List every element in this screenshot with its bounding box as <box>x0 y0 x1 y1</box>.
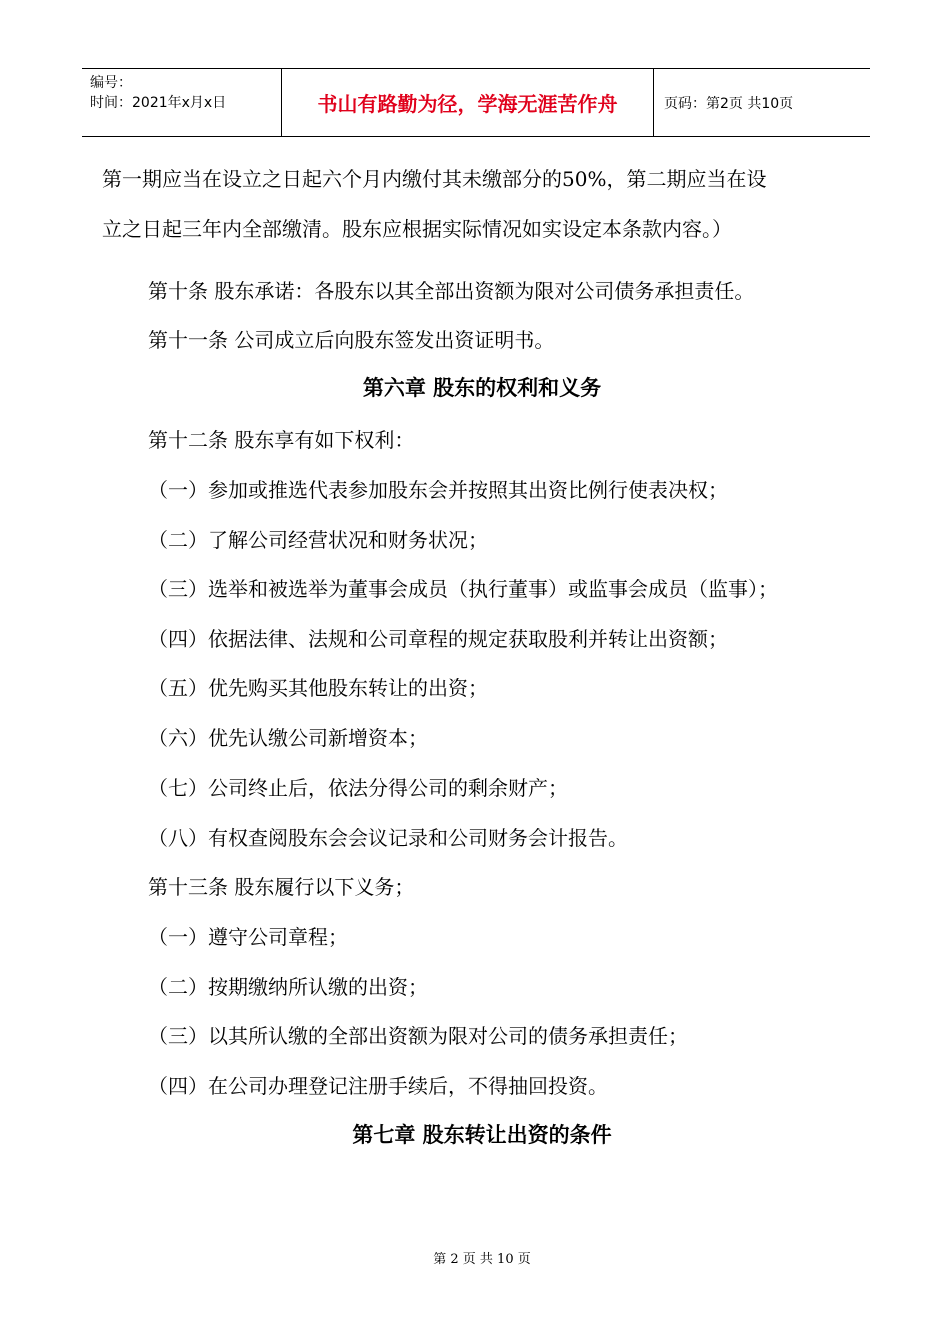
article-11: 第十一条 公司成立后向股东签发出资证明书。 <box>148 328 555 352</box>
right-item: （四）依据法律、法规和公司章程的规定获取股利并转让出资额； <box>148 627 728 651</box>
article-13: 第十三条 股东履行以下义务； <box>148 875 415 899</box>
header-page-info: 页码：第2页 共10页 <box>664 95 794 112</box>
right-item: （一）参加或推选代表参加股东会并按照其出资比例行使表决权； <box>148 478 728 502</box>
right-item: （三）选举和被选举为董事会成员（执行董事）或监事会成员（监事）； <box>148 577 778 601</box>
right-item: （七）公司终止后，依法分得公司的剩余财产； <box>148 776 568 800</box>
document-number-label: 编号： <box>90 75 132 91</box>
page-footer: 第 2 页 共 10 页 <box>433 1252 531 1267</box>
duty-item: （三）以其所认缴的全部出资额为限对公司的债务承担责任； <box>148 1024 688 1048</box>
chapter-6-heading: 第六章 股东的权利和义务 <box>362 376 602 400</box>
right-item: （八）有权查阅股东会会议记录和公司财务会计报告。 <box>148 826 628 850</box>
page-header <box>82 68 870 137</box>
duty-item: （一）遵守公司章程； <box>148 925 348 949</box>
header-meta <box>82 69 282 136</box>
body-line: 立之日起三年内全部缴清。股东应根据实际情况如实设定本条款内容。） <box>102 217 732 241</box>
article-12: 第十二条 股东享有如下权利： <box>148 428 415 452</box>
document-time-label: 时间：2021年x月x日 <box>90 95 227 111</box>
duty-item: （二）按期缴纳所认缴的出资； <box>148 975 428 999</box>
right-item: （六）优先认缴公司新增资本； <box>148 726 428 750</box>
body-line: 第一期应当在设立之日起六个月内缴付其未缴部分的50%，第二期应当在设 <box>102 167 767 191</box>
right-item: （二）了解公司经营状况和财务状况； <box>148 528 488 552</box>
chapter-7-heading: 第七章 股东转让出资的条件 <box>352 1123 612 1147</box>
duty-item: （四）在公司办理登记注册手续后，不得抽回投资。 <box>148 1074 608 1098</box>
header-motto: 书山有路勤为径，学海无涯苦作舟 <box>282 69 654 136</box>
article-10: 第十条 股东承诺：各股东以其全部出资额为限对公司债务承担责任。 <box>148 279 755 303</box>
right-item: （五）优先购买其他股东转让的出资； <box>148 676 488 700</box>
